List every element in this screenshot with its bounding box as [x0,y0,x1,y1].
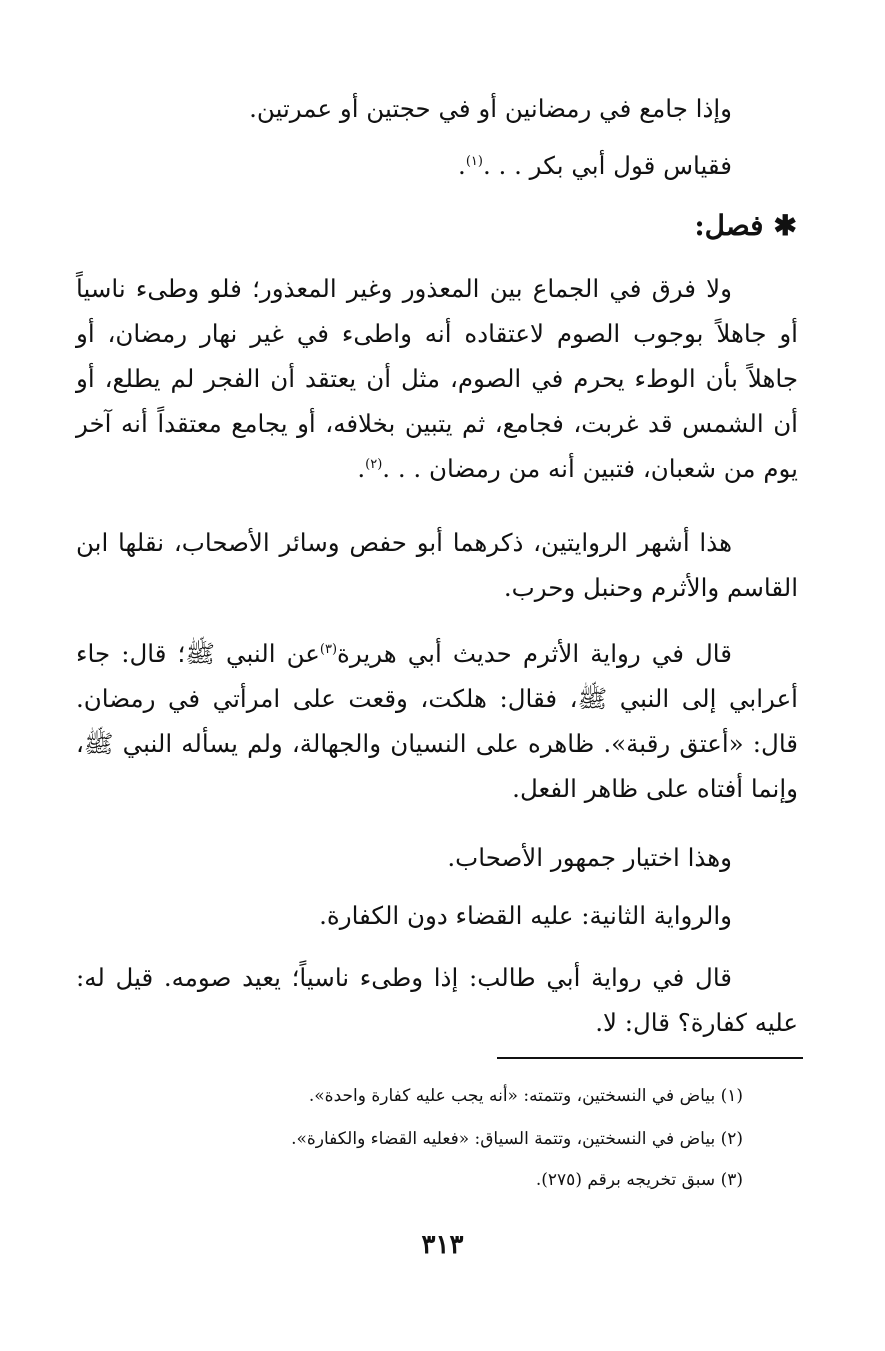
paragraph-5: قال في رواية الأثرم حديث أبي هريرة$^{(٣)}$عن النبي ﷺ؛ قال: جاء أعرابي إلى النبي ﷺ، فقال: هلكت، وقعت على امرأتي في رمضان. قال: «أعتق رقبة». ظاهره على النسيان والجهالة، ولم يسأله النبي ﷺ، وإنما أفتاه على ظاهر الفعل. [76,639,798,803]
paragraph-7: والرواية الثانية: عليه القضاء دون الكفارة. [319,901,732,930]
paragraph-3: ولا فرق في الجماع بين المعذور وغير المعذور؛ فلو وطىء ناسياً أو جاهلاً بوجوب الصوم لاعتقاده أنه واطىء في غير نهار رمضان، أو جاهلاً بأن الوطء يحرم في الصوم، مثل أن يعتقد أن الفجر لم يطلع، أو أن الشمس قد غربت، فجامع، ثم يتبين بخلافه، أو يجامع معتقداً أنه آخر يوم من شعبان، فتبين أنه من رمضان . . .$^{(٢)}$. [76,274,798,483]
footnote-1: (١) بياض في النسختين، وتتمته: «أنه يجب عليه كفارة واحدة». [308,1086,743,1106]
paragraph-4: هذا أشهر الروايتين، ذكرهما أبو حفص وسائر الأصحاب، نقلها ابن القاسم والأثرم وحنبل وحرب. [76,528,798,602]
footnote-divider [497,1057,803,1059]
footnote-ref-2: (٢) [365,456,383,472]
star-icon: ✱ [773,209,797,242]
paragraph-2: فقياس قول أبي بكر . . .$^{(١)}$. [458,151,732,180]
paragraph-1: وإذا جامع في رمضانين أو في حجتين أو عمرتين. [249,94,732,123]
footnote-ref-1: (١) [465,153,483,169]
footnote-2: (٢) بياض في النسختين، وتتمة السياق: «فعليه القضاء والكفارة». [291,1129,743,1149]
footnote-3: (٣) سبق تخريجه برقم (٢٧٥). [535,1170,743,1190]
paragraph-8: قال في رواية أبي طالب: إذا وطىء ناسياً؛ يعيد صومه. قيل له: عليه كفارة؟ قال: لا. [76,963,798,1037]
section-heading: ✱فصل: [694,209,797,242]
paragraph-6: وهذا اختيار جمهور الأصحاب. [447,843,732,872]
page-number: ٣١٣ [421,1230,464,1260]
footnote-ref-3: (٣) [319,641,338,657]
